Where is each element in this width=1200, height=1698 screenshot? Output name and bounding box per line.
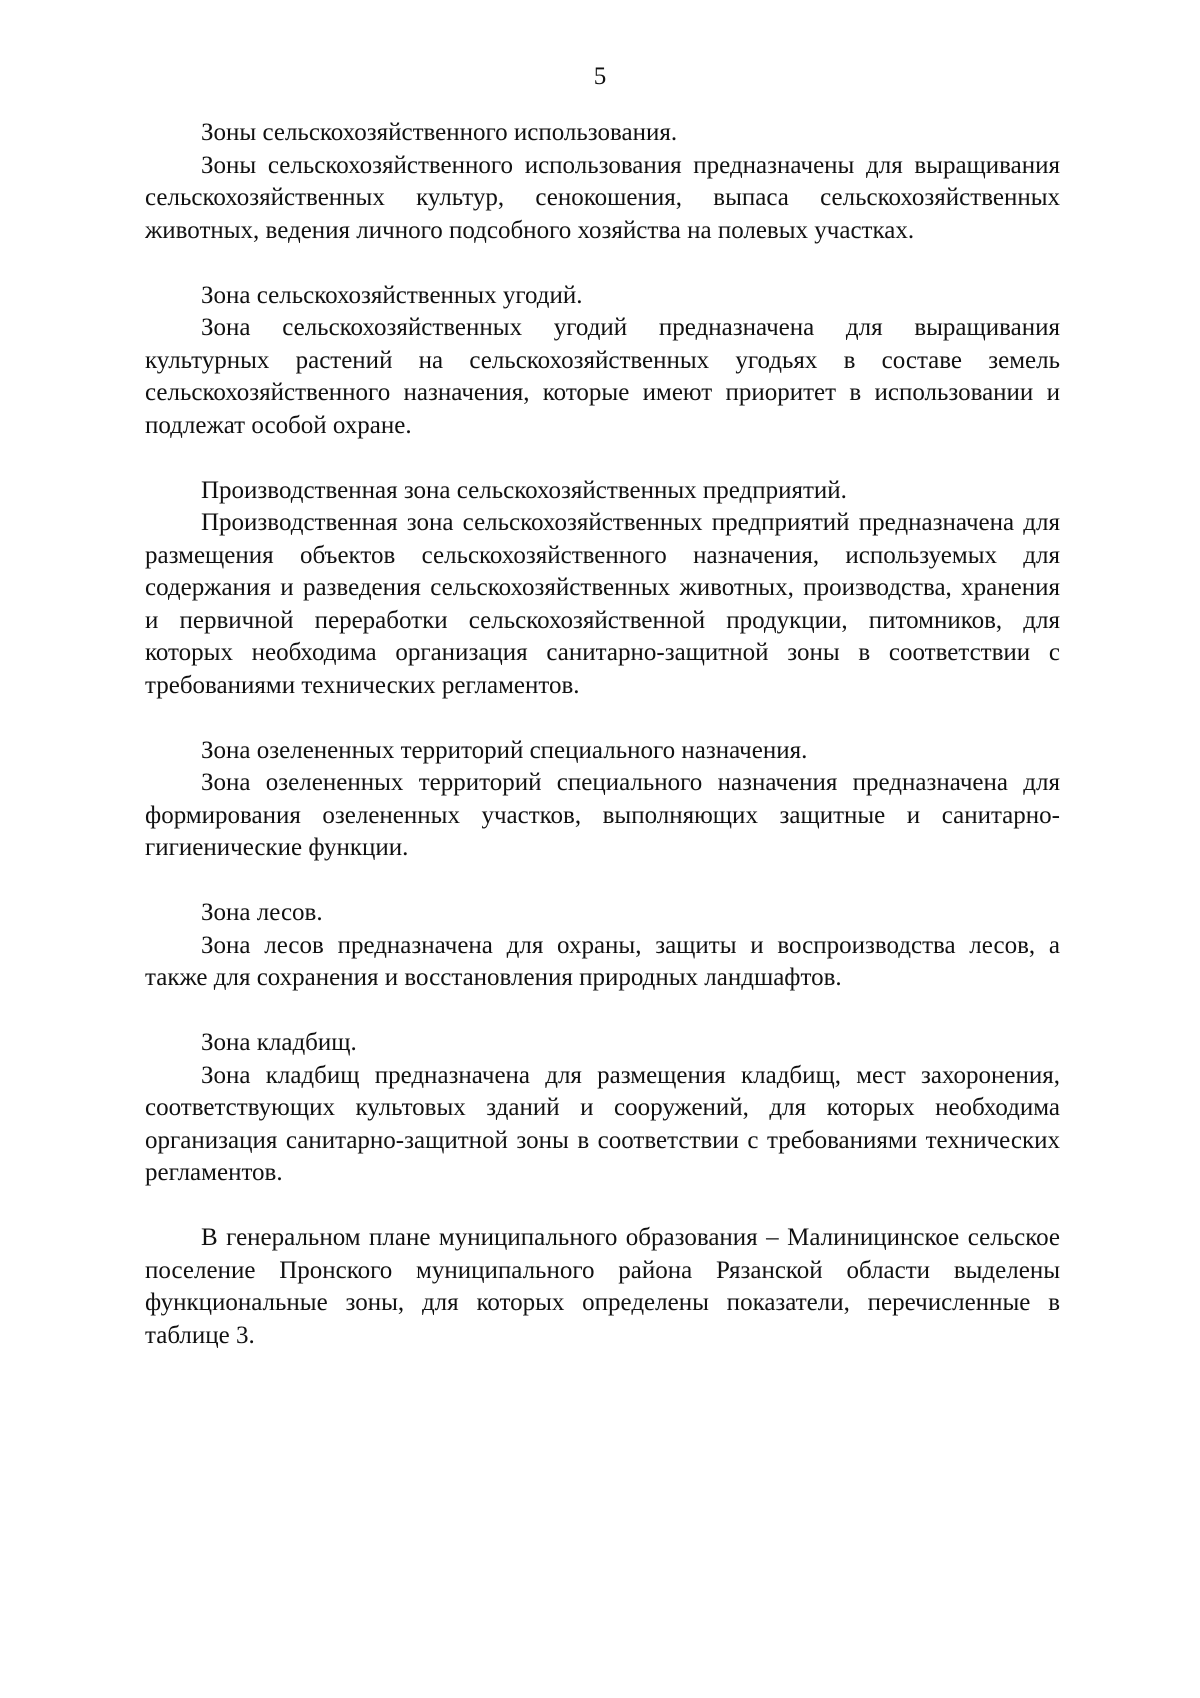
page-number: 5 (593, 63, 607, 90)
section-paragraph: Зона лесов предназначена для охраны, защиты и воспроизводства лесов, а также для сохранения и восстановления природных ландшафтов. (145, 931, 1060, 991)
section-paragraph: Зона озелененных территорий специального назначения предназначена для формирования озелененных участков, выполняющих защитные и санитарно-гигиенические функции. (145, 769, 1060, 861)
zone-section-agricultural-lands (145, 280, 1060, 443)
zone-section-forests (145, 897, 1060, 995)
concluding-section (145, 1222, 1060, 1352)
section-heading: Зона озелененных территорий специального назначения. (201, 736, 808, 764)
zone-section-agricultural-production (145, 475, 1060, 703)
section-heading: Производственная зона сельскохозяйственных предприятий. (201, 476, 847, 504)
section-paragraph: Производственная зона сельскохозяйственных предприятий предназначена для размещения объектов сельскохозяйственного назначения, используемых для содержания и разведения сельскохозяйственных животных, производства, хранения и первичной переработки сельскохозяйственной продукции, питомников, для которых необходима организация санитарно-защитной зоны в соответствии с требованиями технических регламентов. (145, 509, 1060, 699)
section-heading: Зона кладбищ. (201, 1029, 357, 1056)
zone-section-green-territories (145, 735, 1060, 865)
concluding-paragraph: В генеральном плане муниципального образования – Малиницинское сельское поселение Пронского муниципального района Рязанской области выделены функциональные зоны, для которых определены показатели, перечисленные в таблице 3. (145, 1224, 1060, 1349)
section-heading: Зона лесов. (201, 899, 323, 926)
section-paragraph: Зоны сельскохозяйственного использования предназначены для выращивания сельскохозяйственных культур, сенокошения, выпаса сельскохозяйственных животных, ведения личного подсобного хозяйства на полевых участках. (145, 151, 1060, 244)
section-paragraph: Зона кладбищ предназначена для размещения кладбищ, мест захоронения, соответствующих культовых зданий и сооружений, для которых необходима организация санитарно-защитной зоны в соответствии с требованиями технических регламентов. (145, 1061, 1060, 1186)
section-paragraph: Зона сельскохозяйственных угодий предназначена для выращивания культурных растений на сельскохозяйственных угодьях в составе земель сельскохозяйственного назначения, которые имеют приоритет в использовании и подлежат особой охране. (145, 314, 1060, 439)
zone-section-cemeteries (145, 1027, 1060, 1190)
zone-section-agricultural-use (145, 117, 1060, 247)
section-heading: Зона сельскохозяйственных угодий. (201, 281, 583, 309)
document-body (145, 117, 1060, 1385)
section-heading: Зоны сельскохозяйственного использования. (201, 119, 678, 146)
